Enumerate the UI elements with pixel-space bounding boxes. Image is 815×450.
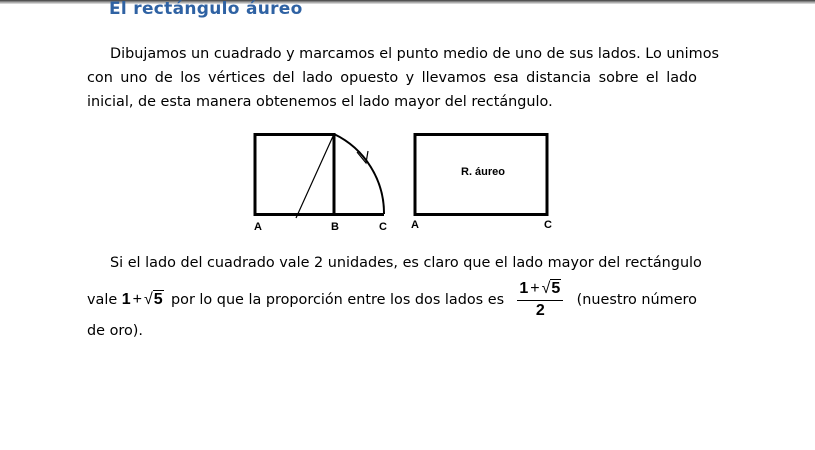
golden-rectangle-label: R. áureo xyxy=(461,166,506,178)
text-nuestro-numero: (nuestro número xyxy=(576,292,697,308)
paragraph-golden-number xyxy=(87,251,702,275)
paragraph-line: de oro). xyxy=(87,323,143,339)
paragraph-end xyxy=(87,319,697,343)
text-proportion: por lo que la proporción entre los dos lados es xyxy=(171,292,505,308)
paragraph-line: con uno de los vértices del lado opuesto y llevamos esa distancia sobre el lado xyxy=(87,70,697,86)
expression-one-plus-sqrt5: 1 + √5 xyxy=(121,291,163,308)
label-c-right: C xyxy=(544,219,552,231)
text-vale: vale xyxy=(87,292,118,308)
label-c-left: C xyxy=(379,221,387,233)
fraction-golden-ratio: $\frac{1 + √5}{2}$ xyxy=(517,279,563,321)
label-a-right: A xyxy=(411,219,419,231)
paragraph-line: Si el lado del cuadrado vale 2 unidades, es claro que el lado mayor del rectángulo xyxy=(110,255,702,271)
paragraph-line-with-math xyxy=(87,282,697,318)
label-a-left: A xyxy=(254,221,262,233)
section-title: El rectángulo áureo xyxy=(109,0,303,19)
label-b: B xyxy=(331,221,339,233)
paragraph-line: Dibujamos un cuadrado y marcamos el punto medio de uno de sus lados. Lo unimos xyxy=(110,46,719,62)
square-construction xyxy=(255,134,384,218)
paragraph-line: inicial, de esta manera obtenemos el lado mayor del rectángulo. xyxy=(87,94,553,110)
